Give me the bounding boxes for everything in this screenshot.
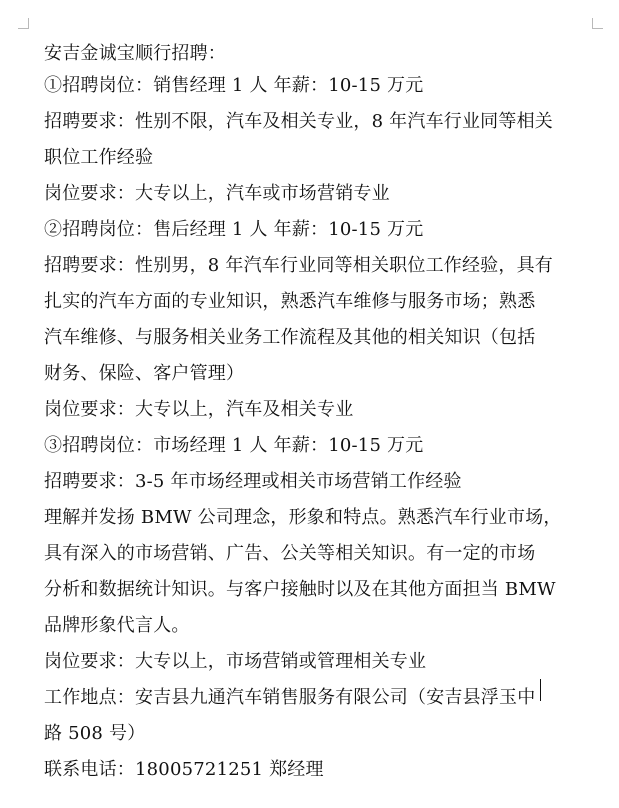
position-3-duties-cont-3: 品牌形象代言人。	[44, 615, 190, 636]
position-3-duties-cont-2: 分析和数据统计知识。与客户接触时以及在其他方面担当 BMW	[44, 579, 556, 600]
crop-mark-top-right	[592, 18, 603, 29]
position-2-requirements-cont-1: 扎实的汽车方面的专业知识，熟悉汽车维修与服务市场；熟悉	[44, 291, 536, 312]
contact-phone: 联系电话：18005721251 郑经理	[44, 759, 324, 780]
position-3-requirements: 招聘要求：3-5 年市场经理或相关市场营销工作经验	[44, 471, 462, 492]
position-2-header: ②招聘岗位：售后经理 1 人 年薪：10-15 万元	[44, 219, 424, 240]
document-title: 安吉金诚宝顺行招聘：	[44, 43, 226, 64]
position-1-header: ①招聘岗位：销售经理 1 人 年薪：10-15 万元	[44, 75, 424, 96]
position-2-requirements-cont-2: 汽车维修、与服务相关业务工作流程及其他的相关知识（包括	[44, 327, 536, 348]
document-body[interactable]	[44, 40, 614, 788]
position-3-qualification: 岗位要求：大专以上，市场营销或管理相关专业	[44, 651, 427, 672]
position-1-requirements: 招聘要求：性别不限，汽车及相关专业，8 年汽车行业同等相关	[44, 111, 553, 132]
position-1-requirements-cont: 职位工作经验	[44, 147, 154, 168]
crop-mark-top-left	[18, 18, 29, 29]
position-1-qualification: 岗位要求：大专以上，汽车或市场营销专业	[44, 183, 390, 204]
position-2-requirements-cont-3: 财务、保险、客户管理）	[44, 363, 245, 384]
position-3-duties: 理解并发扬 BMW 公司理念，形象和特点。熟悉汽车行业市场，	[44, 507, 562, 528]
position-2-requirements: 招聘要求：性别男，8 年汽车行业同等相关职位工作经验，具有	[44, 255, 553, 276]
position-3-header: ③招聘岗位：市场经理 1 人 年薪：10-15 万元	[44, 435, 424, 456]
work-location: 工作地点：安吉县九通汽车销售服务有限公司（安吉县浮玉中	[44, 687, 536, 708]
work-location-cont: 路 508 号）	[44, 723, 146, 744]
position-3-duties-cont-1: 具有深入的市场营销、广告、公关等相关知识。有一定的市场	[44, 543, 536, 564]
text-cursor	[540, 679, 541, 701]
position-2-qualification: 岗位要求：大专以上，汽车及相关专业	[44, 399, 354, 420]
